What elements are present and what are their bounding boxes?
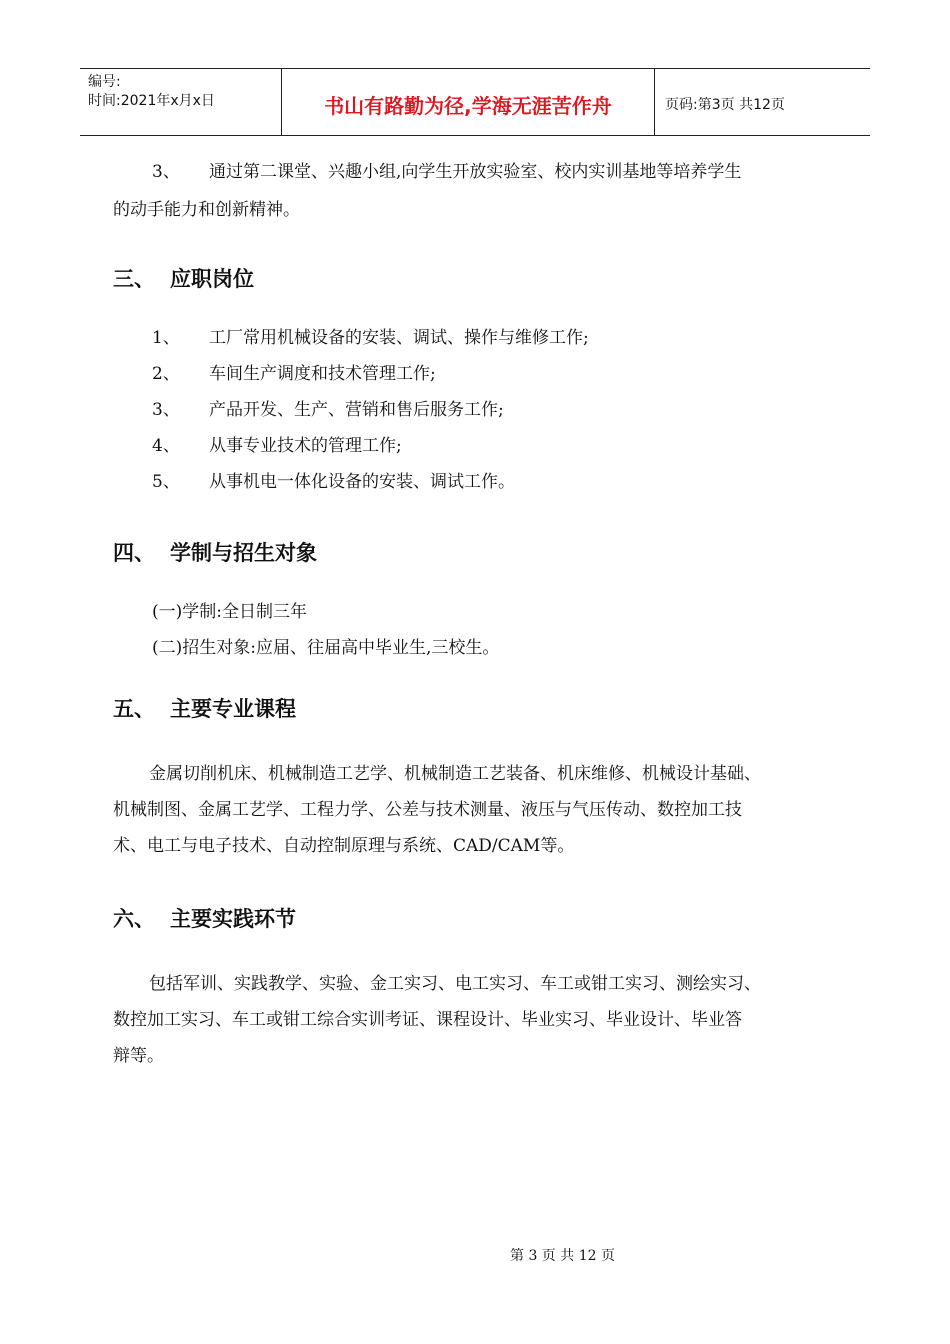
- paragraph-line: 术、电工与电子技术、自动控制原理与系统、CAD/CAM等。: [113, 836, 575, 856]
- paragraph-line: 数控加工实习、车工或钳工综合实训考证、课程设计、毕业实习、毕业设计、毕业答: [113, 1010, 742, 1030]
- list-item: [113, 464, 853, 500]
- list-item: (二)招生对象:应届、往届高中毕业生,三校生。: [152, 638, 500, 658]
- section-heading-3: [113, 264, 853, 294]
- number-label: 编号:: [88, 74, 121, 90]
- paragraph-line: 金属切削机床、机械制造工艺学、机械制造工艺装备、机床维修、机械设计基础、: [149, 764, 761, 784]
- item-text: 产品开发、生产、营销和售后服务工作;: [209, 400, 504, 420]
- section-number: 三、: [113, 267, 155, 291]
- item-text: 车间生产调度和技术管理工作;: [209, 364, 436, 384]
- list-item: [113, 356, 853, 392]
- paragraph-line: 机械制图、金属工艺学、工程力学、公差与技术测量、液压与气压传动、数控加工技: [113, 800, 742, 820]
- list-item: [113, 392, 853, 428]
- list-item: (一)学制:全日制三年: [152, 602, 307, 622]
- section-4-list: [113, 594, 853, 666]
- section-title: 应职岗位: [170, 267, 254, 291]
- item-number: 1、: [152, 328, 180, 348]
- page-header: [80, 68, 870, 136]
- item-text: 通过第二课堂、兴趣小组,向学生开放实验室、校内实训基地等培养学生: [209, 162, 742, 182]
- list-item: [113, 428, 853, 464]
- section-title: 学制与招生对象: [170, 541, 317, 565]
- paragraph-line: 辩等。: [113, 1046, 164, 1066]
- item-number: 2、: [152, 364, 180, 384]
- section-5-body: [113, 756, 853, 864]
- section-number: 四、: [113, 541, 155, 565]
- page-footer: 第 3 页 共 12 页: [510, 1248, 615, 1264]
- item-number: 3、: [152, 400, 180, 420]
- intro-item-3-cont: 的动手能力和创新精神。: [113, 200, 300, 220]
- list-item: [113, 320, 853, 356]
- section-6-body: [113, 966, 853, 1074]
- section-title: 主要专业课程: [170, 697, 296, 721]
- section-title: 主要实践环节: [170, 907, 296, 931]
- section-heading-4: [113, 538, 853, 568]
- item-number: 4、: [152, 436, 180, 456]
- section-heading-5: [113, 694, 853, 724]
- section-heading-6: [113, 904, 853, 934]
- section-number: 五、: [113, 697, 155, 721]
- header-meta: [80, 69, 282, 135]
- time-label: 时间:2021年x月x日: [88, 93, 215, 109]
- item-number: 3、: [152, 162, 180, 182]
- item-number: 5、: [152, 472, 180, 492]
- section-3-list: [113, 320, 853, 500]
- paragraph-line: 包括军训、实践教学、实验、金工实习、电工实习、车工或钳工实习、测绘实习、: [149, 974, 761, 994]
- section-number: 六、: [113, 907, 155, 931]
- intro-item-3: [113, 154, 853, 190]
- header-page-info: 页码:第3页 共12页: [665, 97, 785, 113]
- item-text: 从事专业技术的管理工作;: [209, 436, 402, 456]
- item-text: 从事机电一体化设备的安装、调试工作。: [209, 472, 515, 492]
- item-text: 工厂常用机械设备的安装、调试、操作与维修工作;: [209, 328, 589, 348]
- header-motto: 书山有路勤为径,学海无涯苦作舟: [282, 69, 655, 135]
- document-body: [113, 152, 853, 1074]
